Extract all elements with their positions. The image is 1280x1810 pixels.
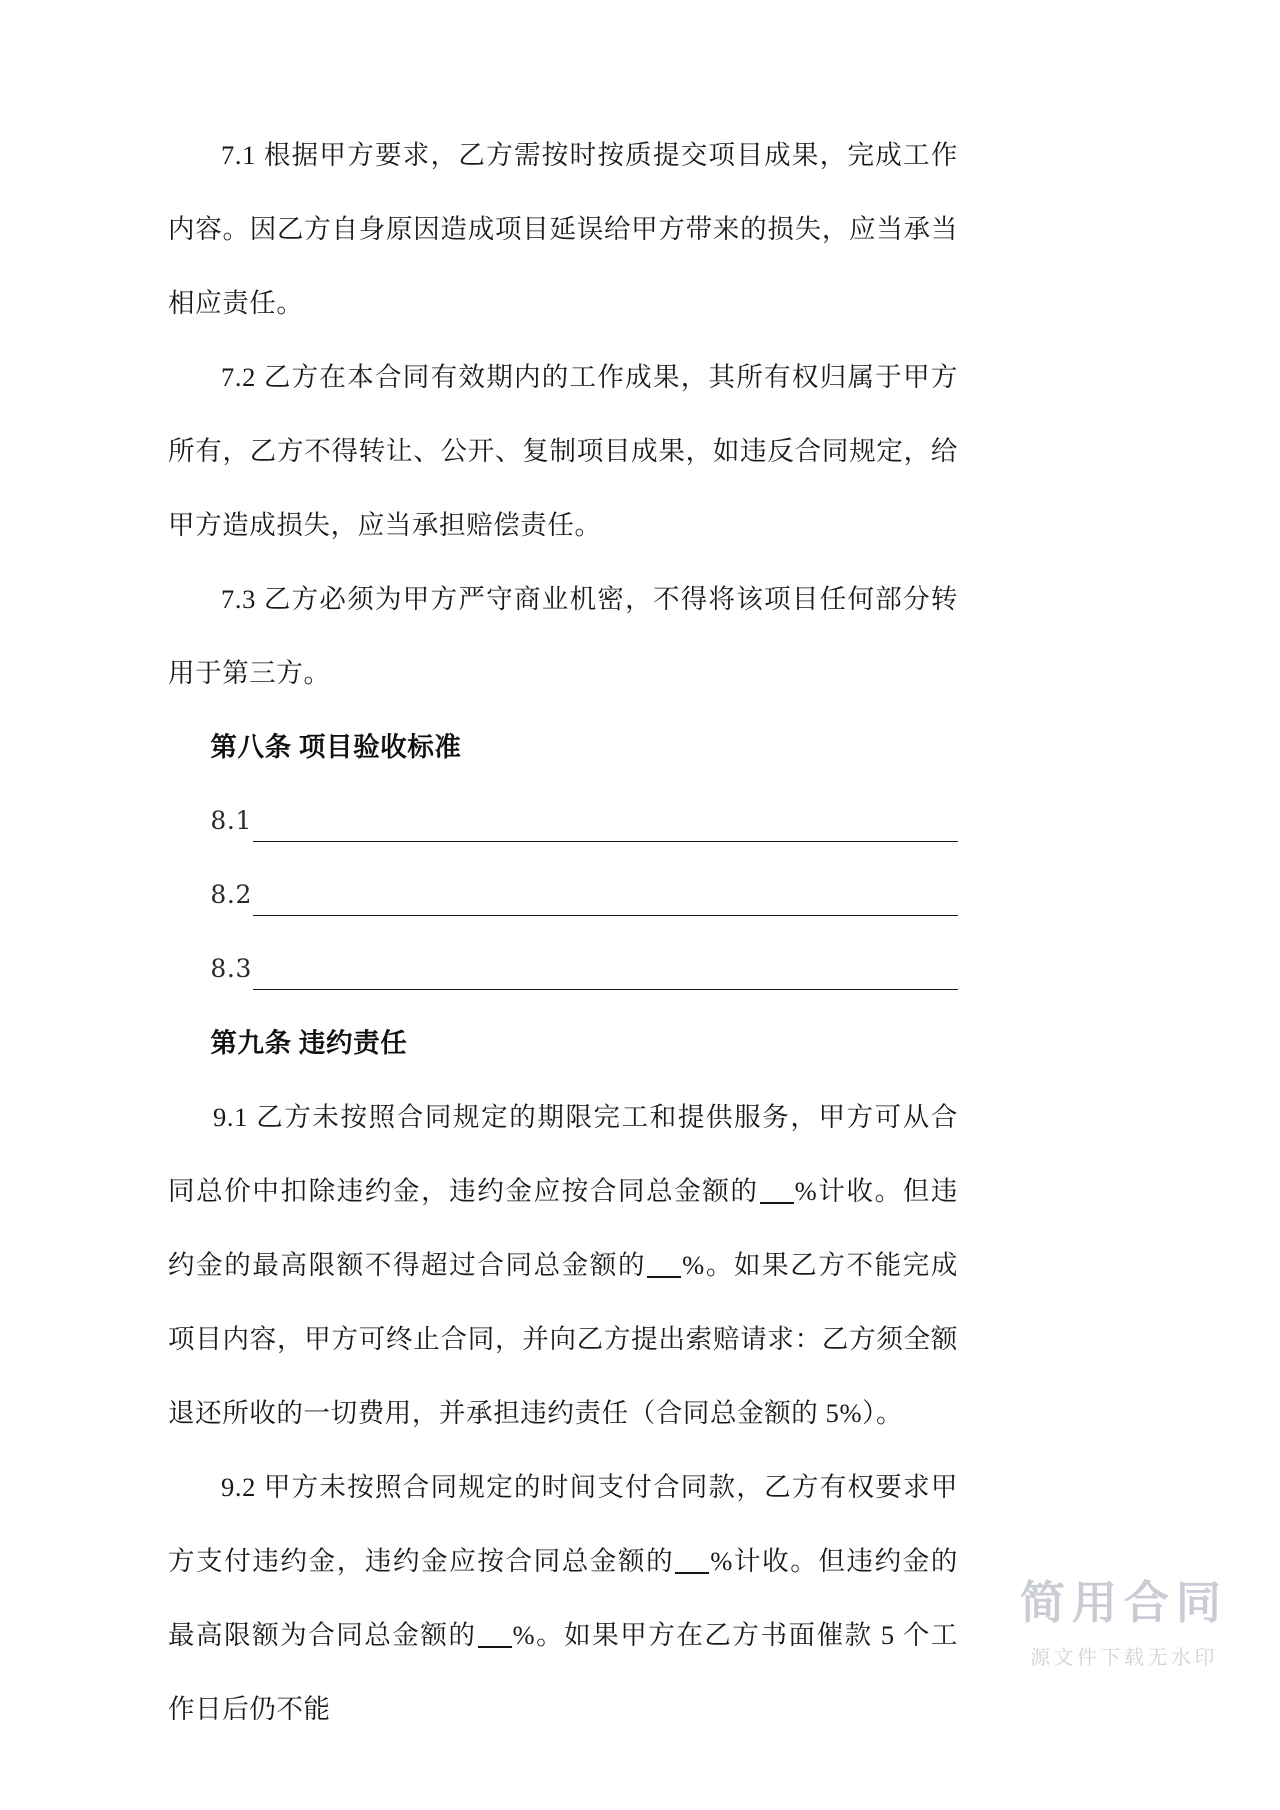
fill-blank-label-8-2: 8.2 [210, 880, 252, 909]
paragraph-7-2: 7.2 乙方在本合同有效期内的工作成果，其所有权归属于甲方所有，乙方不得转让、公开、复制项目成果，如违反合同规定，给甲方造成损失，应当承担赔偿责任。 [168, 362, 958, 540]
inline-blank-9-2-b[interactable] [478, 1646, 512, 1648]
fill-blank-rule-8-3[interactable] [253, 989, 958, 990]
fill-blank-rule-8-2[interactable] [253, 915, 958, 916]
fill-blank-label-8-1: 8.1 [210, 806, 252, 835]
document-body [168, 118, 958, 1746]
fill-blank-8-3[interactable] [168, 932, 958, 1006]
inline-blank-9-1-a[interactable] [760, 1202, 794, 1204]
watermark-tagline: 源文件下载无水印 [1029, 1645, 1218, 1669]
fill-blank-label-8-3: 8.3 [210, 954, 252, 983]
section-heading-eight: 第八条 项目验收标准 [210, 732, 462, 762]
inline-blank-9-2-a[interactable] [675, 1572, 709, 1574]
watermark-brand: 简用合同 [1019, 1575, 1228, 1629]
fill-blank-rule-8-1[interactable] [253, 841, 958, 842]
paragraph-7-3: 7.3 乙方必须为甲方严守商业机密，不得将该项目任何部分转用于第三方。 [168, 584, 958, 688]
clause-9-1-part2: %计收。但违约金的最高限额不得超过合同总金额的 [168, 1176, 958, 1280]
section-heading-nine: 第九条 违约责任 [210, 1028, 408, 1058]
watermark [1020, 1575, 1228, 1670]
clause-9-1-part3: %。如果乙方不能完成项目内容，甲方可终止合同，并向乙方提出索赔请求：乙方须全额退还所收的一切费用，并承担违约责任（合同总金额的 5%）。 [168, 1250, 958, 1428]
clause-9-2-part1: 9.2 甲方未按照合同规定的时间支付合同款，乙方有权要求甲方支付违约金，违约金应按合同总金额的 [168, 1472, 958, 1576]
clause-9-2-part3: %。如果甲方在乙方书面催款 5 个工作日后仍不能 [168, 1620, 958, 1724]
clause-9-2-part2: %计收。但违约金的最高限额为合同总金额的 [168, 1546, 958, 1650]
paragraph-9-2 [168, 1450, 958, 1746]
fill-blank-8-1[interactable] [168, 784, 958, 858]
fill-blank-8-2[interactable] [168, 858, 958, 932]
inline-blank-9-1-b[interactable] [647, 1276, 681, 1278]
clause-9-1-part1: 9.1 乙方未按照合同规定的期限完工和提供服务，甲方可从合同总价中扣除违约金，违约金应按合同总金额的 [168, 1102, 958, 1206]
paragraph-9-1 [168, 1080, 958, 1450]
paragraph-7-1: 7.1 根据甲方要求，乙方需按时按质提交项目成果，完成工作内容。因乙方自身原因造成项目延误给甲方带来的损失，应当承当相应责任。 [168, 140, 958, 318]
